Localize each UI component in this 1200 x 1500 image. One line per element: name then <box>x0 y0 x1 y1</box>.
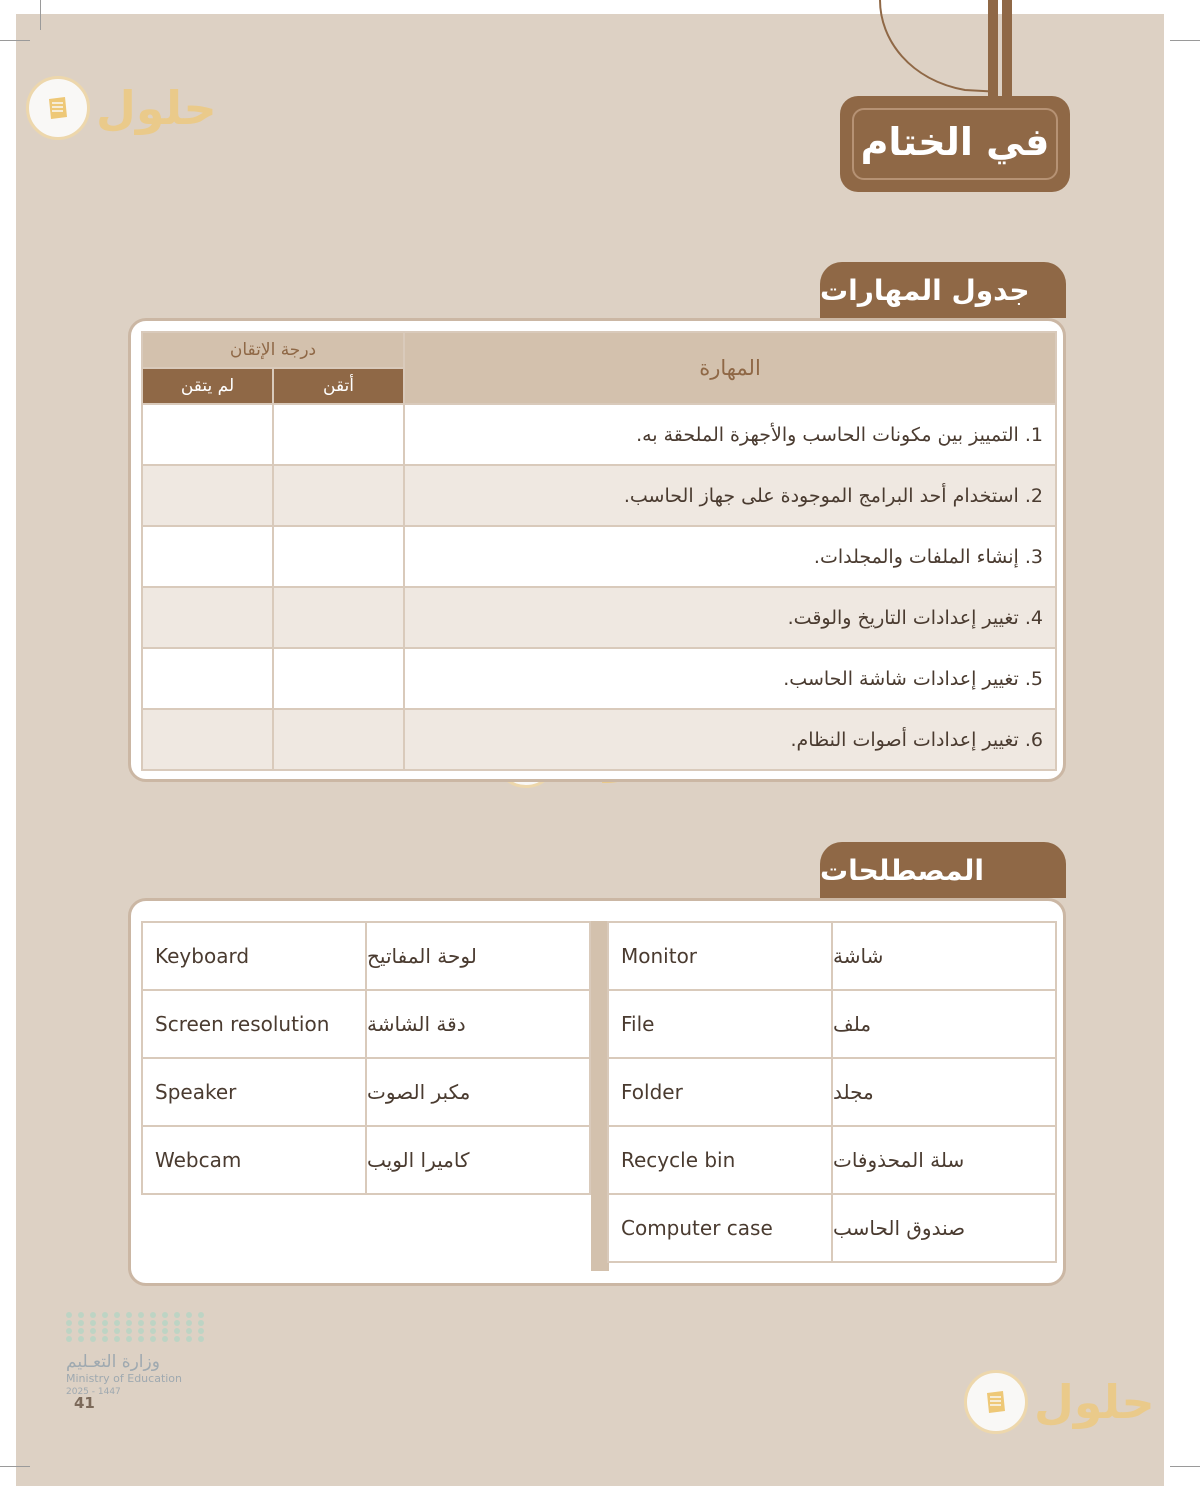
not-mastered-cell[interactable] <box>142 526 273 587</box>
not-mastered-cell[interactable] <box>142 587 273 648</box>
term-arabic: صندوق الحاسب <box>833 1216 966 1240</box>
term-row <box>609 1059 1055 1127</box>
term-arabic: ملف <box>833 1012 872 1036</box>
term-english: Monitor <box>609 923 833 989</box>
term-english: Computer case <box>609 1195 833 1261</box>
not-mastered-cell[interactable] <box>142 404 273 465</box>
book-icon <box>964 1370 1028 1434</box>
sign-post <box>988 0 998 105</box>
ministry-name-en: Ministry of Education <box>66 1372 183 1385</box>
skills-section-tab <box>820 262 1066 318</box>
skill-text: 1. التمييز بين مكونات الحاسب والأجهزة الملحقة به. <box>404 404 1056 465</box>
skill-text: 6. تغيير إعدادات أصوات النظام. <box>404 709 1056 770</box>
skill-row <box>142 465 1056 526</box>
crop-mark <box>0 1466 30 1467</box>
terms-section-tab <box>820 842 1066 898</box>
terms-section-title: المصطلحات <box>820 853 985 887</box>
mastered-cell[interactable] <box>273 404 404 465</box>
term-row <box>609 1127 1055 1195</box>
term-english: Folder <box>609 1059 833 1125</box>
term-arabic: مجلد <box>833 1080 874 1104</box>
term-row <box>143 1059 589 1127</box>
terms-card <box>128 898 1066 1286</box>
not-mastered-cell[interactable] <box>142 465 273 526</box>
term-row <box>143 923 589 991</box>
term-english: Keyboard <box>143 923 367 989</box>
watermark-text: حلول <box>1034 1375 1155 1429</box>
term-arabic: دقة الشاشة <box>367 1012 466 1036</box>
logo-dots <box>66 1312 216 1342</box>
mastered-cell[interactable] <box>273 465 404 526</box>
not-mastered-cell[interactable] <box>142 709 273 770</box>
mastered-cell[interactable] <box>273 526 404 587</box>
term-row <box>143 991 589 1059</box>
watermark <box>964 1370 1155 1434</box>
skill-row <box>142 709 1056 770</box>
title-sign <box>840 0 1080 210</box>
term-arabic: مكبر الصوت <box>367 1080 471 1104</box>
ministry-logo <box>66 1312 216 1397</box>
terms-left-column <box>141 921 591 1195</box>
not-mastered-cell[interactable] <box>142 648 273 709</box>
book-icon <box>26 76 90 140</box>
degree-column-header: درجة الإتقان <box>142 332 404 368</box>
skills-table <box>141 331 1057 771</box>
term-arabic: شاشة <box>833 944 884 968</box>
skill-row <box>142 404 1056 465</box>
term-row <box>609 991 1055 1059</box>
cable-decoration <box>870 0 990 110</box>
skill-text: 2. استخدام أحد البرامج الموجودة على جهاز الحاسب. <box>404 465 1056 526</box>
term-english: Recycle bin <box>609 1127 833 1193</box>
ministry-name-ar: وزارة التعـليم <box>66 1352 160 1372</box>
term-english: File <box>609 991 833 1057</box>
skill-row <box>142 526 1056 587</box>
title-box <box>840 96 1070 192</box>
ministry-year: 2025 - 1447 <box>66 1387 121 1397</box>
mastered-cell[interactable] <box>273 587 404 648</box>
term-row <box>143 1127 589 1195</box>
skill-text: 5. تغيير إعدادات شاشة الحاسب. <box>404 648 1056 709</box>
mastered-cell[interactable] <box>273 648 404 709</box>
term-row <box>609 923 1055 991</box>
watermark-text: حلول <box>96 81 217 135</box>
term-arabic: سلة المحذوفات <box>833 1148 965 1172</box>
term-row <box>609 1195 1055 1263</box>
skill-row <box>142 648 1056 709</box>
crop-mark <box>0 40 30 41</box>
page-title: في الختام <box>860 120 1050 164</box>
watermark <box>26 76 217 140</box>
page-number: 41 <box>74 1394 95 1412</box>
crop-mark <box>1170 40 1200 41</box>
crop-mark <box>1170 1466 1200 1467</box>
sign-post <box>1002 0 1012 105</box>
term-arabic: لوحة المفاتيح <box>367 944 477 968</box>
skills-card <box>128 318 1066 782</box>
term-arabic: كاميرا الويب <box>367 1148 470 1172</box>
terms-right-column <box>607 921 1057 1263</box>
crop-mark <box>40 0 41 30</box>
skill-text: 3. إنشاء الملفات والمجلدات. <box>404 526 1056 587</box>
skill-text: 4. تغيير إعدادات التاريخ والوقت. <box>404 587 1056 648</box>
mastered-column-header: أتقن <box>273 368 404 404</box>
skills-section-title: جدول المهارات <box>820 273 1030 307</box>
skill-row <box>142 587 1056 648</box>
term-english: Screen resolution <box>143 991 367 1057</box>
term-english: Webcam <box>143 1127 367 1193</box>
skill-column-header: المهارة <box>404 332 1056 404</box>
mastered-cell[interactable] <box>273 709 404 770</box>
not-mastered-column-header: لم يتقن <box>142 368 273 404</box>
term-english: Speaker <box>143 1059 367 1125</box>
